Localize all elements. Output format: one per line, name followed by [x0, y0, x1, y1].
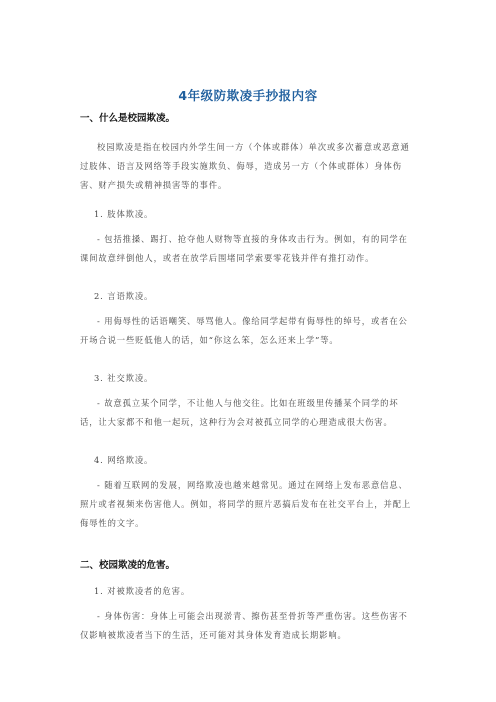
item-label-verbal-bullying: 2. 言语欺凌。: [94, 291, 154, 301]
item-text-physical-bullying: - 包括推搡、踢打、抢夺他人财物等直接的身体攻击行为。例如，有的同学在课间故意绊倒他人，或者在放学后围堵同学索要零花钱并伴有推打动作。: [80, 234, 408, 263]
item-label-cyber-bullying: 4. 网络欺凌。: [94, 455, 154, 465]
item-text-verbal-bullying: - 用侮辱性的话语嘲笑、辱骂他人。像给同学起带有侮辱性的绰号，或者在公开场合说一些贬低他人的话，如“你这么笨，怎么还来上学”等。: [80, 316, 408, 345]
section-heading-1: 一、什么是校园欺凌。: [80, 113, 176, 124]
page-title: 4年级防欺凌手抄报内容: [178, 88, 318, 103]
section-heading-2: 二、校园欺凌的危害。: [80, 560, 176, 571]
item-text-cyber-bullying: - 随着互联网的发展，网络欺凌也越来越常见。通过在网络上发布恶意信息、照片或者视频来伤害他人。例如，将同学的照片恶搞后发布在社交平台上，并配上侮辱性的文字。: [80, 480, 412, 528]
item-label-social-bullying: 3. 社交欺凌。: [94, 373, 154, 383]
section-1-intro-paragraph: 校园欺凌是指在校园内外学生间一方（个体或群体）单次或多次蓄意或恶意通过肢体、语言及网络等手段实施欺负、侮辱，造成另一方（个体或群体）身体伤害、财产损失或精神损害等的事件。: [80, 142, 410, 190]
item-text-harm-to-victim: - 身体伤害：身体上可能会出现淤青、擦伤甚至骨折等严重伤害。这些伤害不仅影响被欺凌者当下的生活，还可能对其身体发育造成长期影响。: [80, 611, 408, 640]
item-label-harm-to-victim: 1. 对被欺凌者的危害。: [94, 586, 191, 596]
item-text-social-bullying: - 故意孤立某个同学，不让他人与他交往。比如在班级里传播某个同学的坏话，让大家都不和他一起玩，这种行为会对被孤立同学的心理造成很大伤害。: [80, 398, 399, 427]
item-label-physical-bullying: 1. 肢体欺凌。: [94, 209, 154, 219]
